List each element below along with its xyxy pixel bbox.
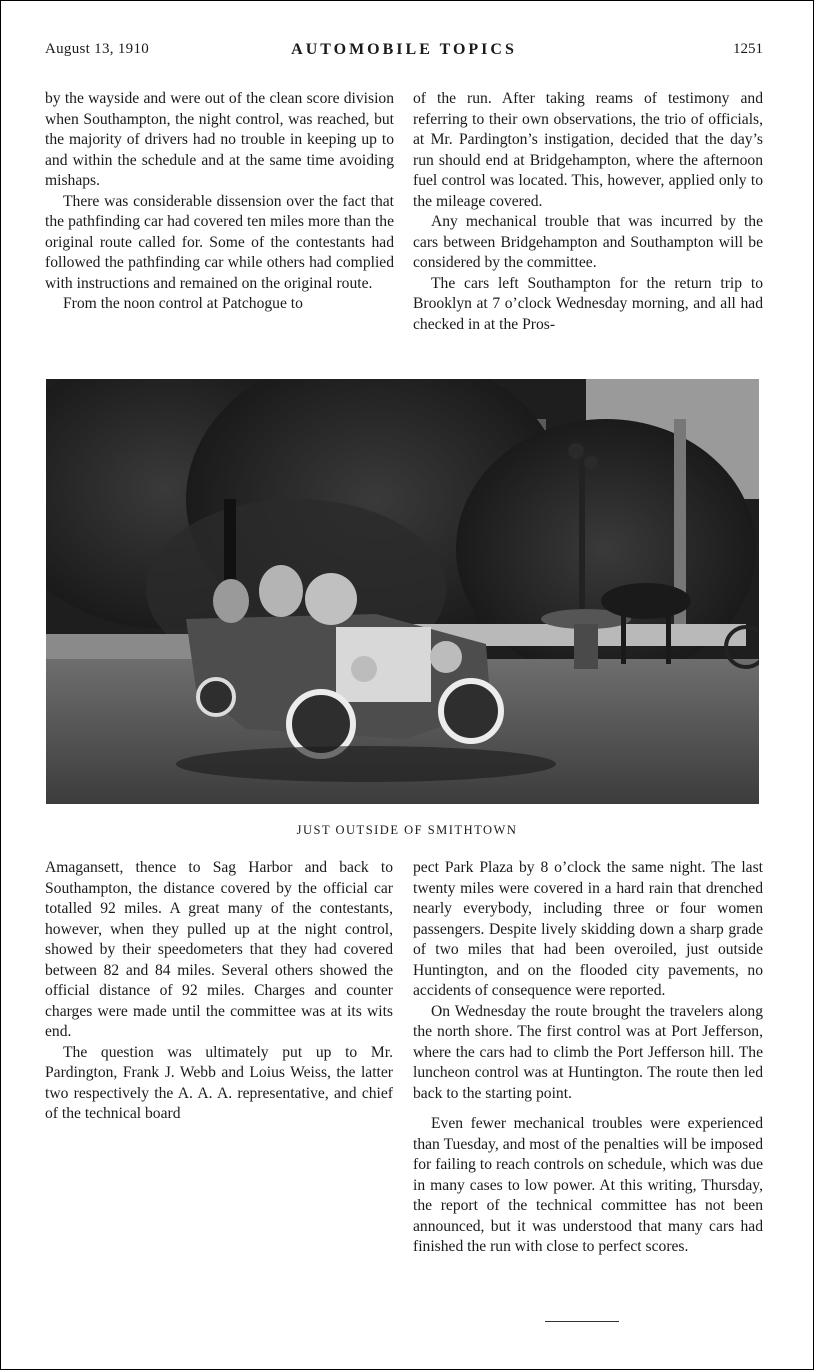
publication-title: AUTOMOBILE TOPICS — [291, 41, 517, 58]
paragraph: Any mechanical trouble that was incurred by the cars between Bridgehampton and Southampton will be considered by the committee. — [413, 213, 763, 271]
page-number: 1251 — [733, 41, 763, 57]
paragraph: There was considerable dissension over the fact that the pathfinding car had covered ten miles more than the original route called for. Some of the contestants had followed the pathfinding car while others had complied with instructions and remained on the original route. — [45, 192, 394, 292]
paragraph: On Wednesday the route brought the travelers along the north shore. The first control was at Port Jefferson, where the cars had to climb the Port Jefferson hill. The luncheon control was at Huntington. The route then led back to the starting point. — [413, 1002, 763, 1102]
paragraph: Amagansett, thence to Sag Harbor and back to Southampton, the distance covered by the official car totalled 92 miles. A great many of the contestants, however, when they pulled up at the night control, showed by their speedometers that they had covered between 82 and 84 miles. Several others showed the official distance of 92 miles. Charges and counter charges were made until the committee was at its wits end. — [45, 859, 393, 1040]
column-top-right — [413, 89, 763, 335]
issue-date: August 13, 1910 — [45, 41, 150, 57]
photograph-car-touring — [46, 379, 759, 804]
column-bottom-left — [45, 858, 393, 1125]
paragraph: The cars left Southampton for the return trip to Brooklyn at 7 o’clock Wednesday morning, and all had checked in at the Pros- — [413, 274, 763, 333]
paragraph: pect Park Plaza by 8 o’clock the same night. The last twenty miles were covered in a hard rain that drenched nearly everybody, including three or four women passengers. Despite lively skidding down a sharp grade of two miles that had been overoiled, just outside Huntington, and on the flooded city pavements, no accidents of consequence were reported. — [413, 859, 763, 999]
photo-caption: JUST OUTSIDE OF SMITHTOWN — [296, 823, 518, 837]
paragraph: Even fewer mechanical troubles were experienced than Tuesday, and most of the penalties will be imposed for failing to reach controls on schedule, which was due in many cases to low power. At this writing, Thursday, the report of the technical committee has not been announced, but it was understood that many cars had finished the run with close to perfect scores. — [413, 1115, 763, 1255]
paragraph: by the wayside and were out of the clean score division when Southampton, the night control, was reached, but the majority of drivers had no trouble in keeping up to and within the schedule and at the same time avoiding mishaps. — [45, 90, 394, 189]
paragraph: The question was ultimately put up to Mr. Pardington, Frank J. Webb and Loius Weiss, the latter two respectively the A. A. A. representative, and chief of the technical board — [45, 1043, 393, 1122]
column-bottom-right — [413, 858, 763, 1258]
column-top-left — [45, 89, 394, 315]
paragraph: of the run. After taking reams of testimony and referring to their own observations, the trio of officials, at Mr. Pardington’s instigation, decided that the day’s run should end at Bridgehampton, where the afternoon fuel control was located. This, however, applied only to the mileage covered. — [413, 90, 763, 210]
running-header — [45, 41, 763, 63]
paragraph: From the noon control at Patchogue to — [63, 295, 303, 312]
end-of-article-rule — [545, 1321, 619, 1322]
